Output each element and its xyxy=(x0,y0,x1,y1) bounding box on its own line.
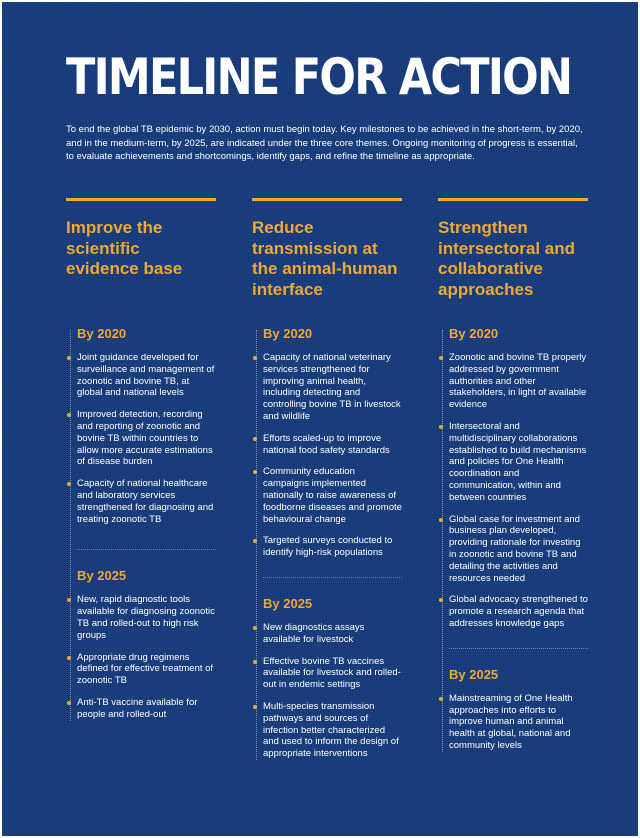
bullet-dot xyxy=(439,356,443,360)
milestone-item: Appropriate drug regimens defined for effective treatment of zoonotic TB xyxy=(77,652,216,687)
column-body xyxy=(252,326,402,760)
page-title: TIMELINE FOR ACTION xyxy=(66,48,572,106)
milestone-heading-2025: By 2025 xyxy=(449,666,499,682)
milestone-item: Global advocacy strengthened to promote a research agenda that addresses knowledge gaps xyxy=(449,594,588,629)
milestone-heading-2020: By 2020 xyxy=(449,326,499,341)
milestone-item: Community education campaigns implemented nationally to raise awareness of foodborne diseases and promote behavioural change xyxy=(263,466,402,525)
column-title: Improve the scientific evidence base xyxy=(66,218,183,278)
milestone-item: Multi-species transmission pathways and sources of infection better characterized and used to inform the design of appropriate interventions xyxy=(263,701,402,760)
bullet-dot xyxy=(253,660,257,664)
milestone-item: Joint guidance developed for surveillance and management of zoonotic and bovine TB, at global and national levels xyxy=(77,352,216,399)
bullet-dot xyxy=(439,697,443,701)
section-divider xyxy=(263,577,402,578)
milestone-item: Capacity of national veterinary services strengthened for improving animal health, including detecting and controlling bovine TB in livestock and wildlife xyxy=(263,352,402,423)
milestone-item: Capacity of national healthcare and laboratory services strengthened for diagnosing and treating zoonotic TB xyxy=(77,478,216,525)
milestone-item: Targeted surveys conducted to identify high-risk populations xyxy=(263,535,402,559)
bullet-dot xyxy=(67,356,71,360)
column-rule xyxy=(252,198,402,201)
column-title: Reduce transmission at the animal-human interface xyxy=(252,218,398,299)
bullet-dot xyxy=(439,425,443,429)
milestone-heading-2020: By 2020 xyxy=(263,326,313,341)
bullet-dot xyxy=(253,437,257,441)
timeline-line xyxy=(256,330,257,760)
column-transmission xyxy=(252,198,402,770)
section-divider xyxy=(77,549,216,550)
section-divider xyxy=(449,648,588,649)
milestone-heading-2020: By 2020 xyxy=(77,326,127,341)
milestone-item: Intersectoral and multidisciplinary collaborations established to build mechanisms and policies for One Health coordination and communication, within and between countries xyxy=(449,421,588,504)
column-body xyxy=(66,326,216,721)
column-body xyxy=(438,326,588,752)
column-evidence xyxy=(66,198,216,731)
timeline-line xyxy=(70,330,71,721)
column-collaboration xyxy=(438,198,588,762)
milestone-item: New diagnostics assays available for livestock xyxy=(263,622,402,646)
milestone-item: Mainstreaming of One Health approaches into efforts to improve human and animal health at global, national and community levels xyxy=(449,693,588,752)
timeline-line xyxy=(442,330,443,752)
bullet-dot xyxy=(439,518,443,522)
bullet-dot xyxy=(67,701,71,705)
milestone-item: Efforts scaled-up to improve national food safety standards xyxy=(263,433,402,457)
column-rule xyxy=(438,198,588,201)
column-rule xyxy=(66,198,216,201)
bullet-dot xyxy=(253,356,257,360)
column-title: Strengthen intersectoral and collaborative approaches xyxy=(438,218,575,299)
bullet-dot xyxy=(253,705,257,709)
milestone-item: Global case for investment and business plan developed, providing rationale for investing in zoonotic and bovine TB and detailing the activities and resources needed xyxy=(449,514,588,585)
bullet-dot xyxy=(67,656,71,660)
bullet-dot xyxy=(253,626,257,630)
milestone-heading-2025: By 2025 xyxy=(77,568,127,584)
timeline-poster xyxy=(2,2,638,836)
milestone-item: New, rapid diagnostic tools available for diagnosing zoonotic TB and rolled-out to high risk groups xyxy=(77,594,216,641)
milestone-item: Zoonotic and bovine TB properly addressed by government authorities and other stakeholders, in light of available evidence xyxy=(449,352,588,411)
milestone-item: Effective bovine TB vaccines available for livestock and rolled-out in endemic settings xyxy=(263,656,402,691)
milestone-item: Improved detection, recording and reporting of zoonotic and bovine TB within countries to allow more accurate estimations of disease burden xyxy=(77,409,216,468)
milestone-item: Anti-TB vaccine available for people and rolled-out xyxy=(77,697,216,721)
milestone-heading-2025: By 2025 xyxy=(263,595,313,611)
intro-paragraph: To end the global TB epidemic by 2030, action must begin today. Key milestones to be achieved in the short-term, by 2020, and in the medium-term, by 2025, are indicated under the three core themes. Ongoing monitoring of progress is essential, to evaluate achievements and shortcomings, identify gaps, and refine the timeline as appropriate. xyxy=(66,124,583,162)
